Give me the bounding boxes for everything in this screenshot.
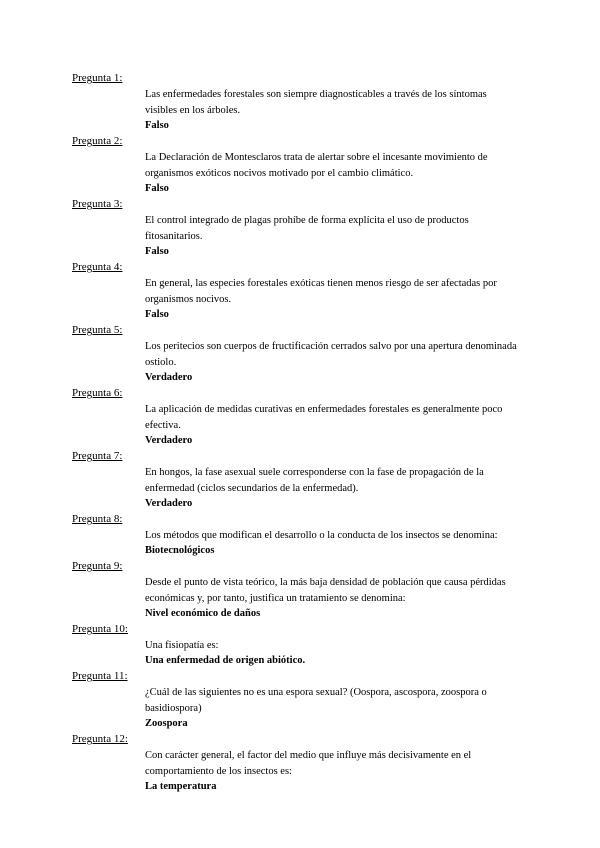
question-label: Pregunta 7: [72, 450, 123, 462]
question-answer: Verdadero [145, 435, 193, 446]
question-text: ¿Cuál de las siguientes no es una espora sexual? (Oospora, ascospora, zoospora o basidiospora) [145, 687, 487, 714]
question-block [72, 670, 532, 733]
question-block [72, 513, 532, 560]
question-answer: Falso [145, 246, 169, 257]
question-label: Pregunta 3: [72, 198, 123, 210]
question-label: Pregunta 5: [72, 324, 123, 336]
question-text: Una fisiopatía es: [145, 640, 219, 651]
question-answer: Una enfermedad de origen abiótico. [145, 655, 306, 666]
question-block [72, 450, 532, 513]
question-block [72, 733, 532, 796]
question-block [72, 72, 532, 135]
question-answer: Verdadero [145, 498, 193, 509]
question-answer: Biotecnológicos [145, 545, 215, 556]
question-block [72, 623, 532, 670]
question-text: Con carácter general, el factor del medio que influye más decisivamente en el comportamiento de los insectos es: [145, 750, 472, 777]
question-answer: Falso [145, 120, 169, 131]
question-label: Pregunta 9: [72, 560, 123, 572]
question-block [72, 261, 532, 324]
question-label: Pregunta 11: [72, 670, 128, 682]
question-text: Desde el punto de vista teórico, la más baja densidad de población que causa pérdidas económicas y, por tanto, justifica un tratamiento se denomina: [145, 577, 506, 604]
question-text: La Declaración de Montesclaros trata de alertar sobre el incesante movimiento de organismos exóticos nocivos motivado por el cambio climático. [145, 152, 488, 179]
question-answer: Zoospora [145, 718, 188, 729]
question-text: Las enfermedades forestales son siempre diagnosticables a través de los síntomas visibles en los árboles. [145, 89, 487, 116]
question-label: Pregunta 4: [72, 261, 123, 273]
question-label: Pregunta 1: [72, 72, 123, 84]
question-text: En general, las especies forestales exóticas tienen menos riesgo de ser afectadas por organismos nocivos. [145, 278, 497, 305]
question-text: La aplicación de medidas curativas en enfermedades forestales es generalmente poco efectiva. [145, 404, 503, 431]
quiz-document [72, 72, 532, 796]
question-text: Los peritecios son cuerpos de fructificación cerrados salvo por una apertura denominada ostiolo. [145, 341, 517, 368]
question-answer: La temperatura [145, 781, 217, 792]
question-block [72, 560, 532, 623]
question-answer: Nivel económico de daños [145, 608, 261, 619]
question-block [72, 198, 532, 261]
question-answer: Falso [145, 183, 169, 194]
question-answer: Falso [145, 309, 169, 320]
question-label: Pregunta 6: [72, 387, 123, 399]
question-label: Pregunta 8: [72, 513, 123, 525]
question-block [72, 135, 532, 198]
question-answer: Verdadero [145, 372, 193, 383]
question-text: Los métodos que modifican el desarrollo o la conducta de los insectos se denomina: [145, 530, 498, 541]
question-block [72, 387, 532, 450]
question-text: El control integrado de plagas prohíbe de forma explícita el uso de productos fitosanitarios. [145, 215, 469, 242]
question-text: En hongos, la fase asexual suele corresponderse con la fase de propagación de la enfermedad (ciclos secundarios de la enfermedad). [145, 467, 484, 494]
question-label: Pregunta 10: [72, 623, 128, 635]
question-block [72, 324, 532, 387]
question-label: Pregunta 12: [72, 733, 128, 745]
question-label: Pregunta 2: [72, 135, 123, 147]
